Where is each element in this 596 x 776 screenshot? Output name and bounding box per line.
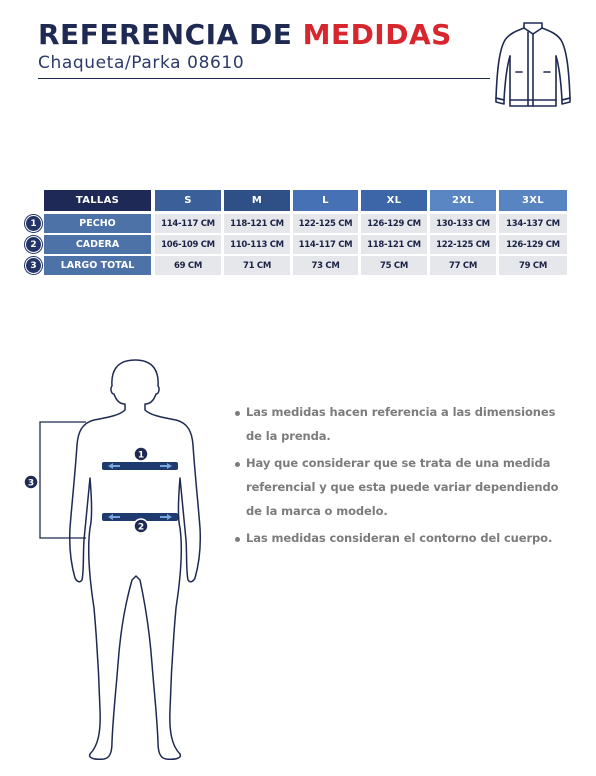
table-cell: 77 CM bbox=[430, 256, 496, 275]
table-cell: 118-121 CM bbox=[224, 214, 290, 233]
bullet-dot-icon bbox=[235, 537, 240, 542]
table-cell: 122-125 CM bbox=[430, 235, 496, 254]
row-number-badge: 1 bbox=[25, 215, 42, 232]
note-text: Las medidas hacen referencia a las dimensiones de la prenda. bbox=[246, 405, 556, 443]
title-highlight: MEDIDAS bbox=[302, 18, 452, 51]
body-figure bbox=[20, 350, 220, 770]
body-outline bbox=[70, 360, 201, 759]
row-label-largo-total: LARGO TOTAL bbox=[44, 256, 151, 275]
jacket-outline-icon bbox=[490, 20, 576, 112]
size-header-corner: TALLAS bbox=[44, 190, 151, 211]
table-cell: 118-121 CM bbox=[361, 235, 427, 254]
marker-1-label: 1 bbox=[137, 450, 145, 461]
marker-2-label: 2 bbox=[137, 522, 145, 533]
size-header-3xl: 3XL bbox=[499, 190, 567, 211]
table-cell: 71 CM bbox=[224, 256, 290, 275]
product-subtitle: Chaqueta/Parka 08610 bbox=[38, 53, 245, 73]
marker-2-badge bbox=[134, 519, 148, 533]
marker-3-badge bbox=[24, 475, 38, 489]
size-header-2xl: 2XL bbox=[430, 190, 496, 211]
table-cell: 134-137 CM bbox=[499, 214, 567, 233]
bullet-dot-icon bbox=[235, 462, 240, 467]
table-cell: 69 CM bbox=[155, 256, 221, 275]
size-header-xl: XL bbox=[361, 190, 427, 211]
size-header-l: L bbox=[293, 190, 358, 211]
table-cell: 75 CM bbox=[361, 256, 427, 275]
size-header-s: S bbox=[155, 190, 221, 211]
row-label-pecho: PECHO bbox=[44, 214, 151, 233]
list-item bbox=[234, 526, 564, 550]
table-cell: 114-117 CM bbox=[155, 214, 221, 233]
chest-band bbox=[102, 462, 178, 470]
table-cell: 73 CM bbox=[293, 256, 358, 275]
row-number-badge: 2 bbox=[25, 236, 42, 253]
table-cell: 114-117 CM bbox=[293, 235, 358, 254]
length-bracket bbox=[40, 422, 86, 538]
note-text: Las medidas consideran el contorno del cuerpo. bbox=[246, 531, 553, 545]
table-cell: 110-113 CM bbox=[224, 235, 290, 254]
table-cell: 126-129 CM bbox=[499, 235, 567, 254]
row-label-cadera: CADERA bbox=[44, 235, 151, 254]
table-cell: 122-125 CM bbox=[293, 214, 358, 233]
marker-1-badge bbox=[134, 447, 148, 461]
table-cell: 106-109 CM bbox=[155, 235, 221, 254]
note-text: Hay que considerar que se trata de una medida referencial y que esta puede variar dependiendo de la marca o modelo. bbox=[246, 456, 559, 518]
table-cell: 130-133 CM bbox=[430, 214, 496, 233]
table-cell: 79 CM bbox=[499, 256, 567, 275]
marker-3-label: 3 bbox=[27, 478, 35, 489]
header-divider bbox=[38, 78, 490, 79]
table-cell: 126-129 CM bbox=[361, 214, 427, 233]
list-item bbox=[234, 451, 564, 523]
list-item bbox=[234, 400, 564, 448]
page-title bbox=[38, 18, 452, 52]
notes-list bbox=[234, 400, 564, 553]
bullet-dot-icon bbox=[235, 411, 240, 416]
title-main: REFERENCIA DE bbox=[38, 18, 303, 51]
size-header-m: M bbox=[224, 190, 290, 211]
row-number-badge: 3 bbox=[25, 257, 42, 274]
